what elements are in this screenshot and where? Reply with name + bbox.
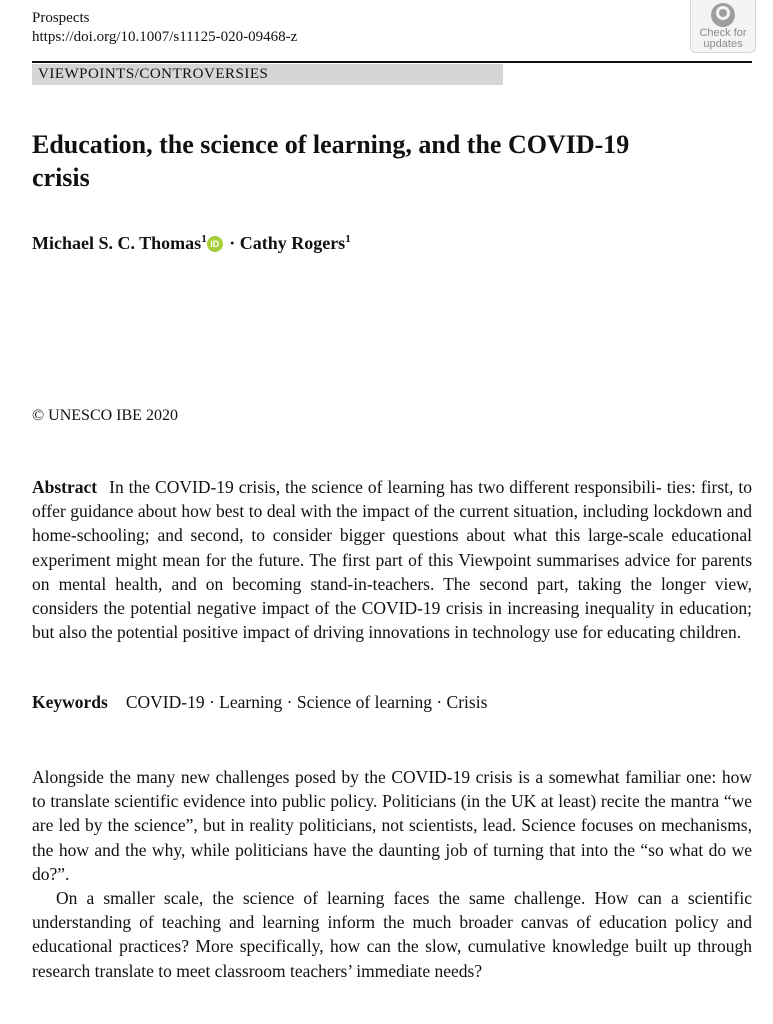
abstract-line: In the COVID-19 crisis, the science of learning has two different responsibili- [109, 477, 662, 497]
badge-line1: Check for [699, 27, 747, 39]
check-for-updates-badge[interactable] [690, 0, 756, 53]
badge-line2: updates [703, 38, 743, 50]
orcid-icon[interactable]: iD [207, 236, 223, 252]
abstract-line: including lockdown and home-schooling; and second, to consider bigger questions about [32, 501, 753, 546]
header-rule [32, 61, 752, 63]
crossmark-icon [708, 2, 738, 28]
article-title [32, 128, 732, 194]
title-line-2: crisis [32, 163, 90, 192]
author-list [32, 228, 351, 254]
doi-link[interactable]: https://doi.org/10.1007/s11125-020-09468-z [32, 29, 298, 45]
abstract-line: of the COVID-19 crisis in increasing inequality in education; but also the potential positive [32, 598, 753, 643]
abstract-label: Abstract [32, 477, 98, 497]
keywords [32, 690, 487, 714]
abstract-line: this Viewpoint summarises advice for parents on mental health, and on becoming stand-in- [32, 549, 753, 594]
author-separator: · [224, 233, 240, 253]
author-2[interactable]: Cathy Rogers [239, 233, 346, 253]
author-1-affiliation: 1 [201, 233, 207, 245]
abstract-line: teachers. The second part, taking the longer view, considers the potential negative impact [32, 573, 752, 619]
author-1[interactable]: Michael S. C. Thomas [32, 233, 202, 253]
journal-name: Prospects [32, 10, 90, 26]
author-2-affiliation: 1 [345, 233, 351, 245]
title-line-1: Education, the science of learning, and the COVID-19 [32, 130, 630, 159]
section-label: VIEWPOINTS/CONTROVERSIES [32, 64, 503, 85]
abstract-line: impact of driving innovations in technology use for educating children. [242, 622, 742, 643]
keywords-list: COVID-19 · Learning · Science of learning · Crisis [125, 692, 488, 712]
copyright-notice: © UNESCO IBE 2020 [32, 407, 178, 424]
body-paragraph-2: On a smaller scale, the science of learning faces the same challenge. How can a scientific understanding of teaching and learning inform the much broader canvas of education policy and educational practices? More specifically, how can the slow, cumulative knowledge built up through research translate to meet classroom teachers’ immediate needs? [32, 888, 752, 981]
body-paragraph-1: Alongside the many new challenges posed by the COVID-19 crisis is a somewhat familiar one: how to translate scientific evidence into public policy. Politicians (in the UK at least) recite the mantra “we are led by the science”, but in reality politicians, not scientists, lead. Science focuses on mechanisms, the how and the why, while politicians have the daunting job of turning that into the “so what do we do?”. [32, 767, 752, 884]
abstract-line: ties: first, to offer guidance about how best to deal with the impact of the current situation, [32, 477, 753, 522]
body-text [32, 765, 752, 983]
abstract-line: what this large-scale educational experiment might mean for the future. The first part of [32, 525, 752, 570]
keywords-label: Keywords [32, 692, 108, 712]
abstract [32, 475, 752, 644]
